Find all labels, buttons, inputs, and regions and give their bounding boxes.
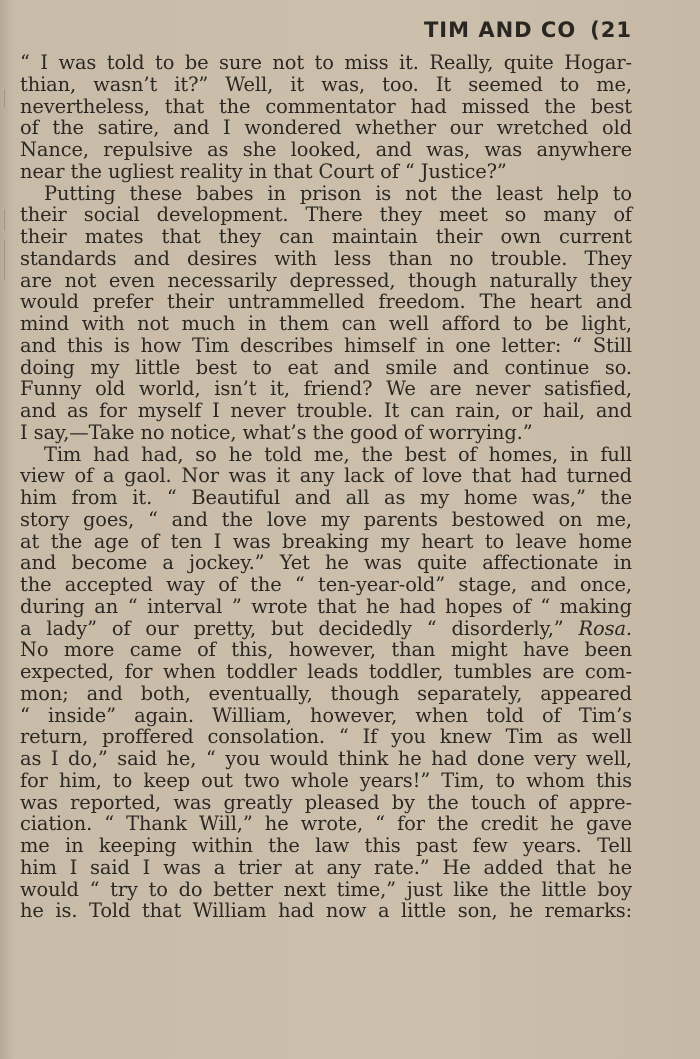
text-line — [20, 900, 632, 922]
text-line — [20, 857, 632, 879]
text-line-content: a lady” of our pretty, but decidedly “ disorderly,” — [20, 616, 579, 640]
text-line-content: and become a jockey.” Yet he was quite affectionate in — [20, 551, 632, 575]
text-line-content: Putting these babes in prison is not the least help to — [44, 181, 632, 205]
text-line-content: “ I was told to be sure not to miss it. Really, quite Hogar- — [20, 51, 632, 74]
text-line-content: the accepted way of the “ ten-year-old” stage, and once, — [20, 573, 632, 596]
text-line — [20, 139, 632, 161]
text-line — [20, 465, 632, 487]
text-line — [20, 422, 632, 444]
text-line-content: story goes, “ and the love my parents bestowed on me, — [20, 507, 632, 531]
text-line — [20, 204, 632, 226]
text-line-content: their mates that they can maintain their own current — [20, 225, 632, 248]
text-line — [20, 813, 632, 835]
text-line — [20, 487, 632, 509]
text-line — [20, 726, 632, 748]
text-line-content: he is. Told that William had now a little son, he remarks: — [20, 899, 632, 923]
running-head-title: TIM AND CO — [423, 18, 577, 42]
text-line — [20, 226, 632, 248]
text-line — [20, 248, 632, 270]
text-line — [20, 270, 632, 292]
text-line — [20, 683, 632, 705]
text-line-content: Nance, repulsive as she looked, and was, was anywhere — [20, 138, 632, 161]
text-line — [20, 531, 632, 553]
text-line-content: view of a gaol. Nor was it any lack of love that had turned — [20, 464, 632, 488]
text-line-content: doing my little best to eat and smile and continue so. — [20, 355, 632, 379]
text-line-content: Funny old world, isn’t it, friend? We are never satisfied, — [20, 377, 632, 401]
page-number: (21 — [590, 18, 632, 42]
text-line-content: mind with not much in them can well afford to be light, — [20, 312, 632, 335]
text-line — [20, 400, 632, 422]
text-line — [20, 183, 632, 205]
text-line-content: No more came of this, however, than might have been — [20, 638, 632, 662]
text-line-content: him I said I was a trier at any rate.” He added that he — [20, 855, 632, 879]
text-line — [20, 705, 632, 727]
text-line — [20, 52, 632, 74]
text-line-content: him from it. “ Beautiful and all as my home was,” the — [20, 486, 632, 509]
text-line — [20, 357, 632, 379]
text-line-content: their social development. There they meet so many of — [20, 203, 632, 227]
text-line-content: of the satire, and I wondered whether our wretched old — [20, 116, 632, 140]
text-line — [20, 792, 632, 814]
text-line — [20, 74, 632, 96]
italic-name: Rosa. — [578, 616, 632, 640]
text-line-content: at the age of ten I was breaking my heart to leave home — [20, 529, 632, 553]
text-line-content: Tim had had, so he told me, the best of homes, in full — [44, 442, 632, 466]
text-line-content: are not even necessarily depressed, though naturally they — [20, 268, 632, 292]
text-line-content: “ inside” again. William, however, when told of Tim’s — [20, 703, 632, 727]
text-line-content: expected, for when toddler leads toddler, tumbles are com- — [20, 660, 632, 683]
text-line — [20, 835, 632, 857]
text-line-content: would prefer their untrammelled freedom. The heart and — [20, 290, 632, 314]
text-line-content: ciation. “ Thank Will,” he wrote, “ for the credit he gave — [20, 812, 632, 836]
text-line — [20, 335, 632, 357]
margin-mark — [4, 240, 5, 280]
text-line — [20, 639, 632, 661]
text-line-content: and as for myself I never trouble. It can rain, or hail, and — [20, 399, 632, 422]
text-line-content: me in keeping within the law this past few years. Tell — [20, 834, 632, 857]
text-line-content: thian, wasn’t it?” Well, it was, too. It seemed to me, — [20, 72, 632, 96]
text-line-content: would “ try to do better next time,” just like the little boy — [20, 877, 632, 901]
text-line — [20, 770, 632, 792]
text-line — [20, 574, 632, 596]
margin-mark — [4, 210, 5, 230]
text-line-content: for him, to keep out two whole years!” Tim, to whom this — [20, 768, 632, 792]
running-head — [20, 18, 632, 42]
text-line — [20, 378, 632, 400]
text-line-content: nevertheless, that the commentator had missed the best — [20, 94, 632, 118]
text-line-content: as I do,” said he, “ you would think he had done very well, — [20, 747, 632, 770]
text-line-content: standards and desires with less than no trouble. They — [20, 246, 632, 270]
text-line-content: return, proffered consolation. “ If you knew Tim as well — [20, 725, 632, 749]
text-line — [20, 552, 632, 574]
text-line — [20, 879, 632, 901]
text-line — [20, 618, 632, 640]
text-line-content: I say,—Take no notice, what’s the good of worrying.” — [20, 420, 533, 444]
text-line — [20, 661, 632, 683]
margin-mark — [4, 90, 5, 108]
text-line — [20, 509, 632, 531]
text-line — [20, 117, 632, 139]
text-line — [20, 313, 632, 335]
body-text — [20, 52, 632, 922]
text-line-content: and this is how Tim describes himself in one letter: “ Still — [20, 333, 632, 357]
text-line-content: near the ugliest reality in that Court of “ Justice?” — [20, 159, 507, 183]
text-line — [20, 444, 632, 466]
text-line — [20, 596, 632, 618]
text-line-content: mon; and both, eventually, though separately, appeared — [20, 681, 632, 705]
text-line — [20, 748, 632, 770]
text-line-content: was reported, was greatly pleased by the touch of appre- — [20, 790, 632, 814]
text-line — [20, 291, 632, 313]
text-line — [20, 96, 632, 118]
text-line-content: during an “ interval ” wrote that he had hopes of “ making — [20, 594, 632, 618]
text-line — [20, 161, 632, 183]
